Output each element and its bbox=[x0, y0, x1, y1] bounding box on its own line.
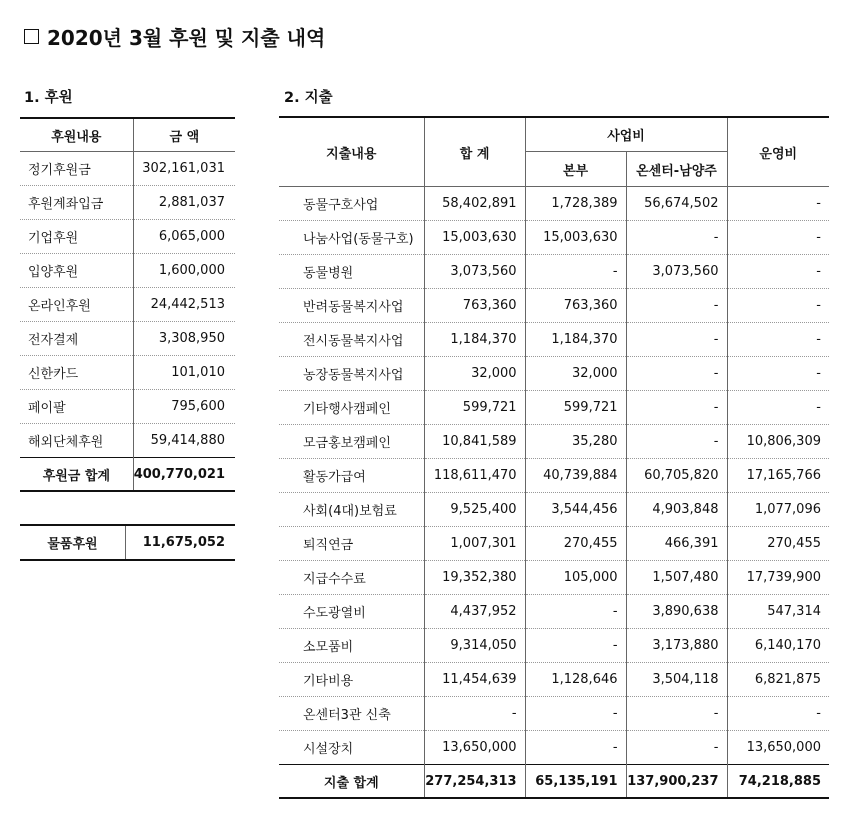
table-row bbox=[279, 629, 829, 663]
income-item-amount: 24,442,513 bbox=[133, 288, 235, 322]
income-item-amount: 795,600 bbox=[133, 390, 235, 424]
expense-item-label: 동물병원 bbox=[279, 255, 424, 289]
section-title-expense: 2. 지출 bbox=[284, 90, 333, 106]
expense-item-operating: - bbox=[727, 221, 829, 255]
table-row bbox=[279, 527, 829, 561]
table-row bbox=[279, 493, 829, 527]
expense-item-hq: 1,184,370 bbox=[525, 323, 626, 357]
income-item-label: 전자결제 bbox=[20, 322, 133, 356]
expense-item-operating: - bbox=[727, 357, 829, 391]
expense-item-operating: - bbox=[727, 323, 829, 357]
expense-item-hq: 15,003,630 bbox=[525, 221, 626, 255]
expense-item-operating: 547,314 bbox=[727, 595, 829, 629]
expense-item-total: 10,841,589 bbox=[424, 425, 525, 459]
expense-item-operating: 10,806,309 bbox=[727, 425, 829, 459]
expense-item-center: - bbox=[626, 425, 727, 459]
expense-total-operating: 74,218,885 bbox=[727, 765, 829, 799]
expense-item-center: - bbox=[626, 731, 727, 765]
goods-donation-table bbox=[20, 524, 235, 561]
income-item-label: 입양후원 bbox=[20, 254, 133, 288]
expense-total-row bbox=[279, 765, 829, 799]
goods-donation-row bbox=[20, 525, 235, 560]
expense-item-center: - bbox=[626, 221, 727, 255]
expense-item-total: - bbox=[424, 697, 525, 731]
expense-item-operating: 6,140,170 bbox=[727, 629, 829, 663]
table-row bbox=[279, 323, 829, 357]
income-item-amount: 2,881,037 bbox=[133, 186, 235, 220]
goods-donation-label: 물품후원 bbox=[20, 525, 126, 560]
expense-item-center: 1,507,480 bbox=[626, 561, 727, 595]
expense-item-total: 9,525,400 bbox=[424, 493, 525, 527]
expense-header-center: 온센터-남양주 bbox=[626, 152, 727, 187]
table-row bbox=[20, 322, 235, 356]
expense-item-hq: 599,721 bbox=[525, 391, 626, 425]
expense-item-total: 11,454,639 bbox=[424, 663, 525, 697]
income-header-row bbox=[20, 118, 235, 152]
expense-item-total: 4,437,952 bbox=[424, 595, 525, 629]
expense-item-total: 118,611,470 bbox=[424, 459, 525, 493]
expense-total-sum: 277,254,313 bbox=[424, 765, 525, 799]
expense-item-operating: - bbox=[727, 187, 829, 221]
expense-item-label: 퇴직연금 bbox=[279, 527, 424, 561]
expense-item-operating: - bbox=[727, 289, 829, 323]
expense-item-operating: - bbox=[727, 391, 829, 425]
expense-item-total: 9,314,050 bbox=[424, 629, 525, 663]
expense-header-item: 지출내용 bbox=[279, 117, 424, 187]
expense-item-hq: 40,739,884 bbox=[525, 459, 626, 493]
income-item-label: 페이팔 bbox=[20, 390, 133, 424]
expense-item-center: 3,504,118 bbox=[626, 663, 727, 697]
expense-item-total: 58,402,891 bbox=[424, 187, 525, 221]
expense-item-hq: 32,000 bbox=[525, 357, 626, 391]
income-item-label: 기업후원 bbox=[20, 220, 133, 254]
expense-item-total: 32,000 bbox=[424, 357, 525, 391]
income-item-label: 정기후원금 bbox=[20, 152, 133, 186]
expense-item-label: 반려동물복지사업 bbox=[279, 289, 424, 323]
expense-item-total: 599,721 bbox=[424, 391, 525, 425]
income-header-item: 후원내용 bbox=[20, 118, 133, 152]
income-header-amount: 금 액 bbox=[133, 118, 235, 152]
income-total-amount: 400,770,021 bbox=[133, 458, 235, 492]
expense-item-hq: - bbox=[525, 697, 626, 731]
table-row bbox=[279, 595, 829, 629]
expense-item-center: 3,073,560 bbox=[626, 255, 727, 289]
income-total-label: 후원금 합계 bbox=[20, 458, 133, 492]
expense-header-hq: 본부 bbox=[525, 152, 626, 187]
expense-item-label: 온센터3관 신축 bbox=[279, 697, 424, 731]
income-table bbox=[20, 117, 235, 492]
expense-item-operating: 17,165,766 bbox=[727, 459, 829, 493]
expense-item-label: 동물구호사업 bbox=[279, 187, 424, 221]
expense-item-operating: 13,650,000 bbox=[727, 731, 829, 765]
expense-item-label: 나눔사업(동물구호) bbox=[279, 221, 424, 255]
expense-item-hq: - bbox=[525, 629, 626, 663]
expense-item-hq: 3,544,456 bbox=[525, 493, 626, 527]
expense-header-operating: 운영비 bbox=[727, 117, 829, 187]
expense-item-label: 모금홍보캠페인 bbox=[279, 425, 424, 459]
table-row bbox=[20, 220, 235, 254]
expense-item-hq: 270,455 bbox=[525, 527, 626, 561]
expense-item-hq: - bbox=[525, 255, 626, 289]
expense-item-center: 60,705,820 bbox=[626, 459, 727, 493]
expense-item-hq: 1,128,646 bbox=[525, 663, 626, 697]
expense-item-label: 지급수수료 bbox=[279, 561, 424, 595]
expense-item-total: 1,007,301 bbox=[424, 527, 525, 561]
income-item-amount: 3,308,950 bbox=[133, 322, 235, 356]
expense-item-center: 4,903,848 bbox=[626, 493, 727, 527]
section-title-income: 1. 후원 bbox=[24, 90, 73, 106]
income-item-amount: 1,600,000 bbox=[133, 254, 235, 288]
expense-item-operating: 1,077,096 bbox=[727, 493, 829, 527]
expense-item-label: 기타비용 bbox=[279, 663, 424, 697]
table-row bbox=[279, 187, 829, 221]
expense-header-row-1 bbox=[279, 117, 829, 152]
expense-item-hq: 763,360 bbox=[525, 289, 626, 323]
expense-item-center: 56,674,502 bbox=[626, 187, 727, 221]
expense-header-total: 합 계 bbox=[424, 117, 525, 187]
table-row bbox=[20, 424, 235, 458]
expense-item-label: 기타행사캠페인 bbox=[279, 391, 424, 425]
expense-table bbox=[279, 116, 829, 799]
checkbox-square-icon bbox=[24, 29, 39, 44]
table-row bbox=[20, 356, 235, 390]
table-row bbox=[279, 663, 829, 697]
expense-item-operating: - bbox=[727, 255, 829, 289]
expense-item-label: 농장동물복지사업 bbox=[279, 357, 424, 391]
table-row bbox=[20, 254, 235, 288]
table-row bbox=[279, 425, 829, 459]
table-row bbox=[279, 459, 829, 493]
expense-item-center: - bbox=[626, 323, 727, 357]
income-item-amount: 101,010 bbox=[133, 356, 235, 390]
expense-item-label: 소모품비 bbox=[279, 629, 424, 663]
expense-item-total: 3,073,560 bbox=[424, 255, 525, 289]
expense-item-total: 1,184,370 bbox=[424, 323, 525, 357]
income-item-label: 후원계좌입금 bbox=[20, 186, 133, 220]
expense-total-hq: 65,135,191 bbox=[525, 765, 626, 799]
table-row bbox=[20, 186, 235, 220]
table-row bbox=[279, 357, 829, 391]
goods-donation-amount: 11,675,052 bbox=[142, 535, 225, 550]
expense-header-business: 사업비 bbox=[525, 117, 727, 152]
expense-item-center: 3,173,880 bbox=[626, 629, 727, 663]
expense-total-label: 지출 합계 bbox=[279, 765, 424, 799]
table-row bbox=[279, 255, 829, 289]
income-item-label: 해외단체후원 bbox=[20, 424, 133, 458]
page-title bbox=[24, 22, 325, 51]
expense-item-center: 466,391 bbox=[626, 527, 727, 561]
income-total-row bbox=[20, 458, 235, 492]
table-row bbox=[20, 390, 235, 424]
expense-item-label: 시설장치 bbox=[279, 731, 424, 765]
expense-item-operating: - bbox=[727, 697, 829, 731]
income-item-amount: 59,414,880 bbox=[133, 424, 235, 458]
expense-item-center: - bbox=[626, 357, 727, 391]
expense-total-center: 137,900,237 bbox=[626, 765, 727, 799]
expense-item-center: - bbox=[626, 391, 727, 425]
expense-item-total: 19,352,380 bbox=[424, 561, 525, 595]
page-title-text: 2020년 3월 후원 및 지출 내역 bbox=[47, 26, 326, 50]
table-row bbox=[279, 731, 829, 765]
income-item-label: 신한카드 bbox=[20, 356, 133, 390]
table-row bbox=[20, 152, 235, 186]
expense-item-label: 전시동물복지사업 bbox=[279, 323, 424, 357]
expense-item-label: 수도광열비 bbox=[279, 595, 424, 629]
expense-item-center: - bbox=[626, 289, 727, 323]
expense-item-label: 사회(4대)보험료 bbox=[279, 493, 424, 527]
expense-item-operating: 6,821,875 bbox=[727, 663, 829, 697]
expense-item-center: 3,890,638 bbox=[626, 595, 727, 629]
expense-item-hq: - bbox=[525, 595, 626, 629]
table-row bbox=[279, 561, 829, 595]
expense-item-operating: 17,739,900 bbox=[727, 561, 829, 595]
table-row bbox=[279, 221, 829, 255]
expense-item-hq: - bbox=[525, 731, 626, 765]
expense-item-total: 763,360 bbox=[424, 289, 525, 323]
expense-item-center: - bbox=[626, 697, 727, 731]
expense-item-total: 15,003,630 bbox=[424, 221, 525, 255]
table-row bbox=[279, 289, 829, 323]
income-item-label: 온라인후원 bbox=[20, 288, 133, 322]
table-row bbox=[20, 288, 235, 322]
income-item-amount: 302,161,031 bbox=[133, 152, 235, 186]
expense-item-hq: 105,000 bbox=[525, 561, 626, 595]
expense-item-hq: 35,280 bbox=[525, 425, 626, 459]
table-row bbox=[279, 697, 829, 731]
expense-item-hq: 1,728,389 bbox=[525, 187, 626, 221]
expense-item-label: 활동가급여 bbox=[279, 459, 424, 493]
expense-item-operating: 270,455 bbox=[727, 527, 829, 561]
expense-item-total: 13,650,000 bbox=[424, 731, 525, 765]
table-row bbox=[279, 391, 829, 425]
income-item-amount: 6,065,000 bbox=[133, 220, 235, 254]
